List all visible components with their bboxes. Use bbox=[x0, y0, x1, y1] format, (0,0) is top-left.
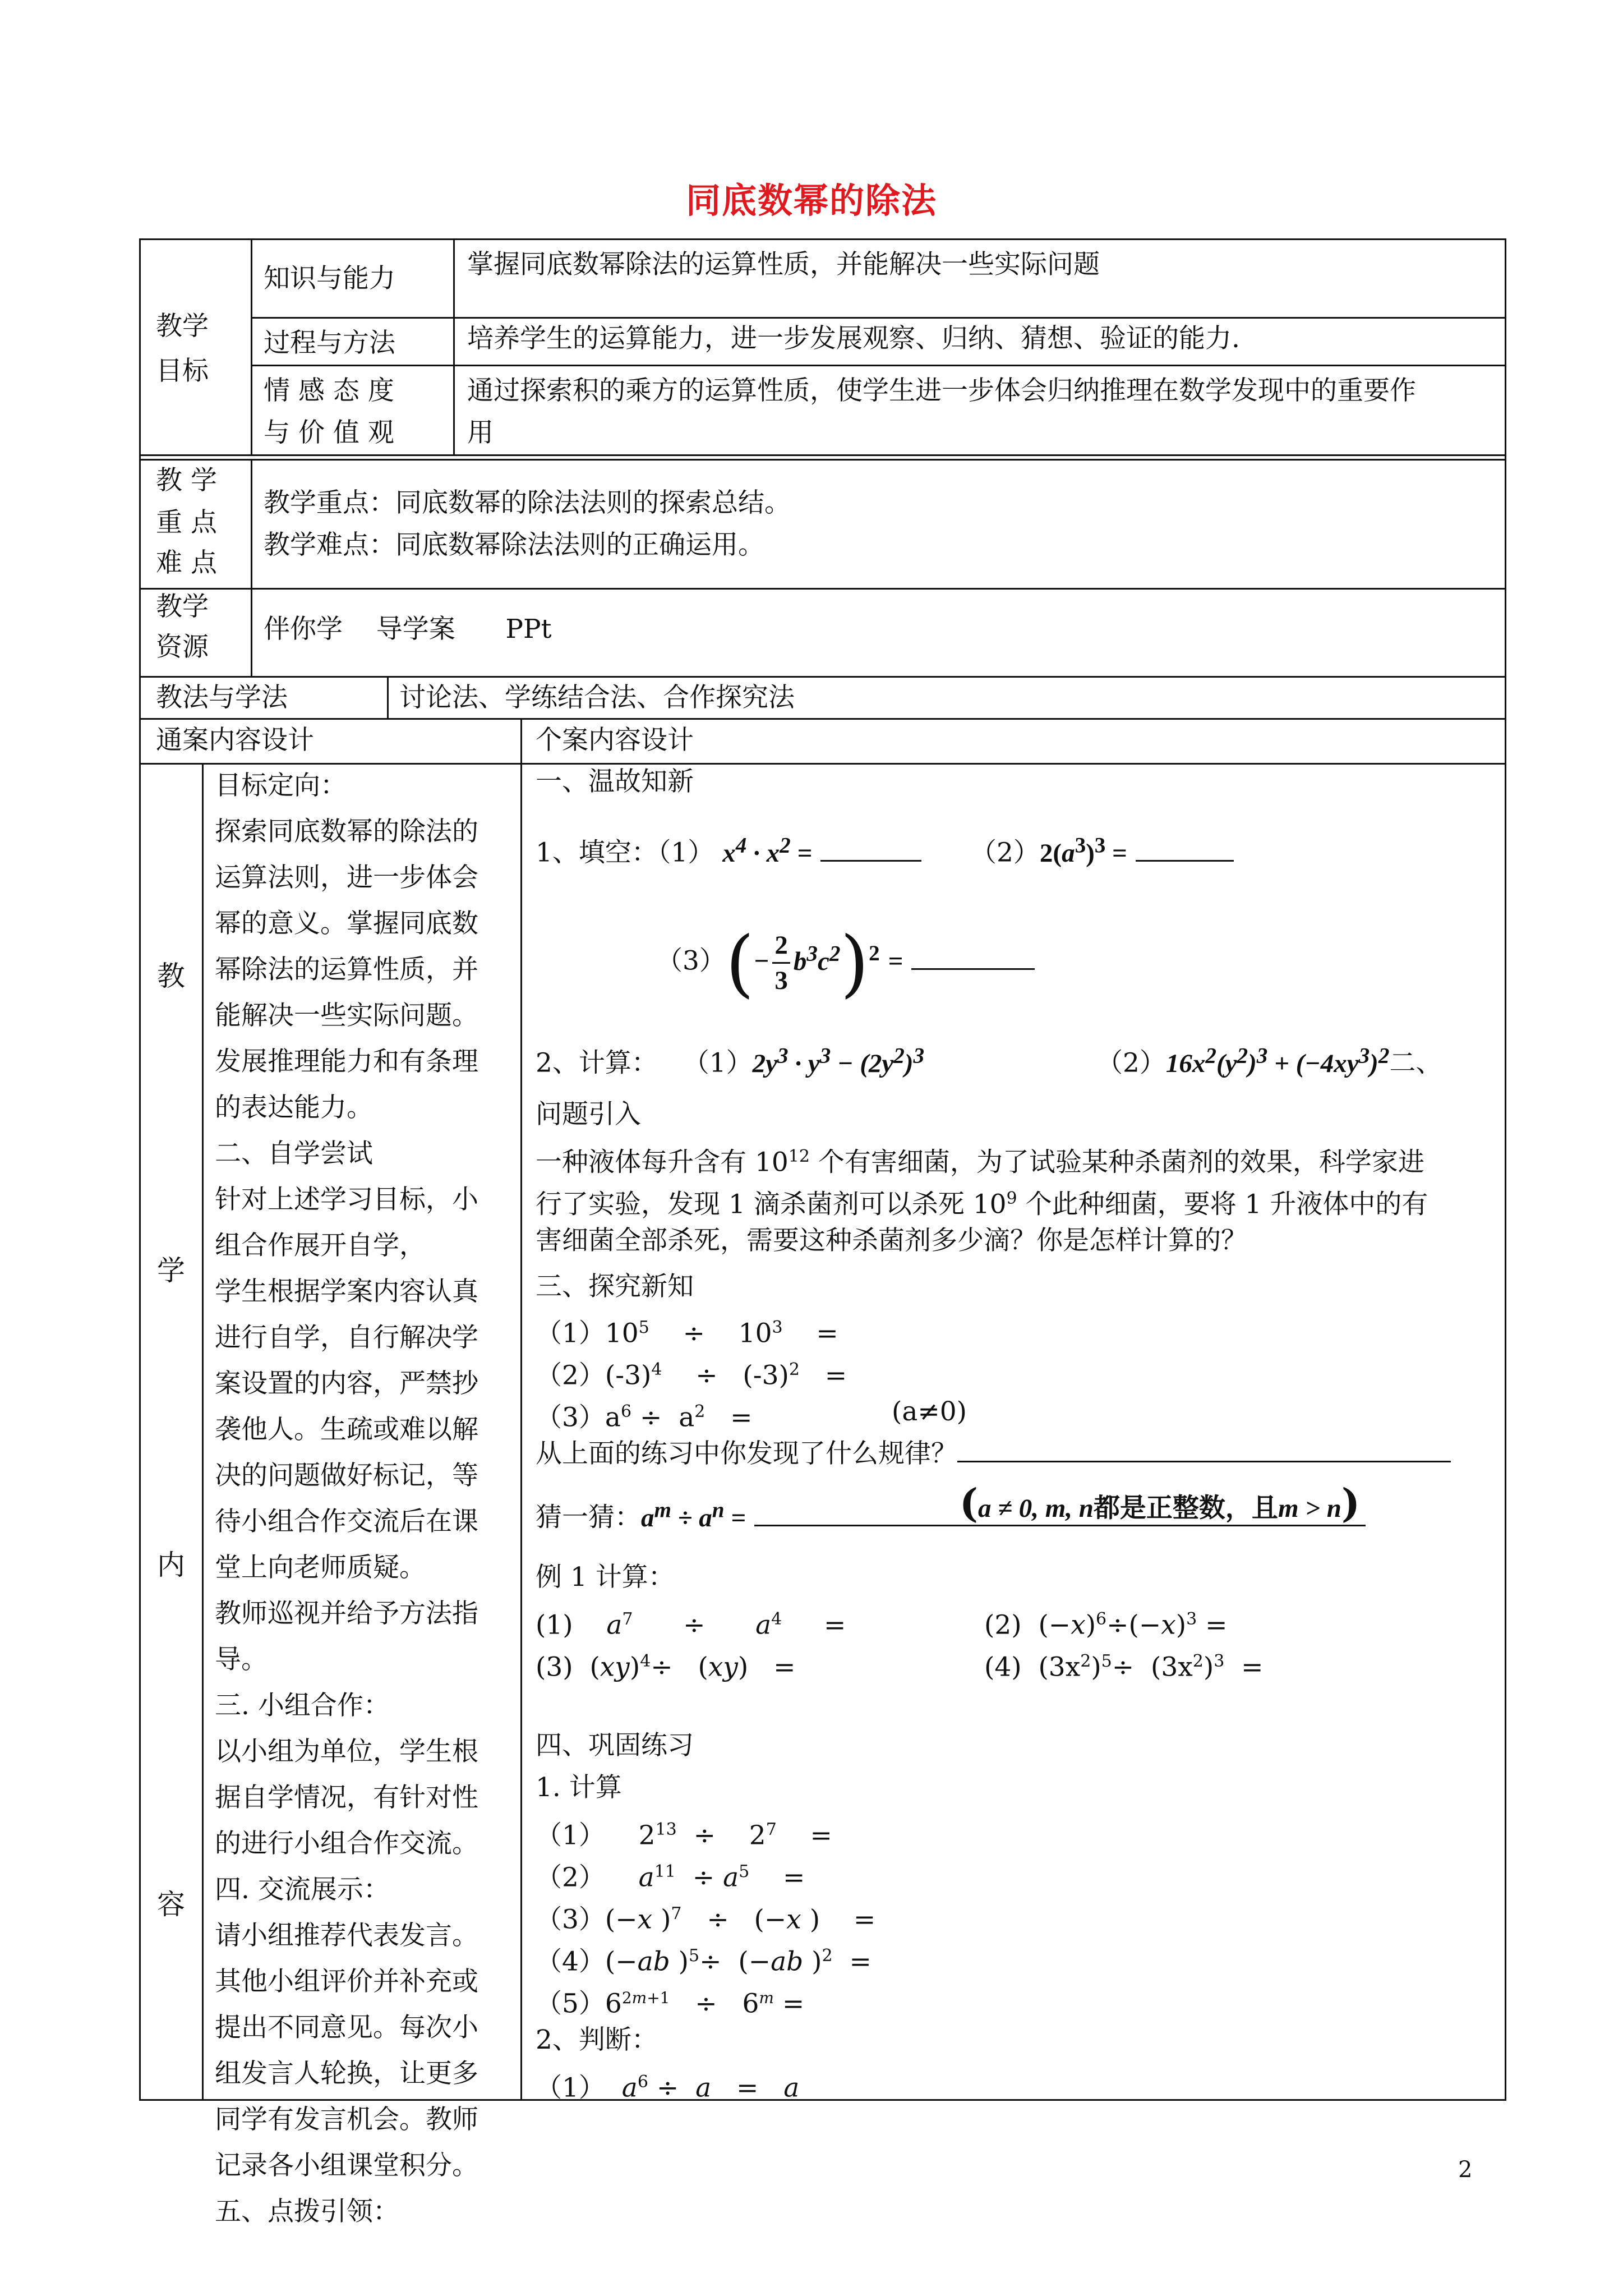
keypoints-label-2: 重 点 bbox=[156, 507, 217, 538]
resources-label-2: 资源 bbox=[156, 632, 209, 662]
problem-text: 个有害细菌，为了试验某种杀菌剂的效果，科学家进 bbox=[809, 1147, 1424, 1178]
left-line: 组合作展开自学， bbox=[215, 1230, 426, 1261]
left-line: 教师巡视并给予方法指 bbox=[215, 1598, 478, 1629]
page-title: 同底数幂的除法 bbox=[685, 180, 937, 221]
objective-label-attitude-1: 情 感 态 度 bbox=[264, 375, 394, 406]
explore-text: （3）a bbox=[536, 1402, 621, 1433]
methods-text: 讨论法、学练结合法、合作探究法 bbox=[399, 682, 795, 713]
left-line: 进行自学，自行解决学 bbox=[215, 1322, 478, 1353]
left-line: 的进行小组合作交流。 bbox=[215, 1828, 478, 1859]
practice-number: （1） bbox=[536, 1820, 605, 1851]
left-line: 二、自学尝试 bbox=[215, 1138, 373, 1169]
guess-condition: 都是正整数，且 bbox=[1093, 1492, 1278, 1524]
practice-number: （5） bbox=[536, 1988, 605, 2019]
keypoints-label-1: 教 学 bbox=[156, 465, 217, 496]
side-label-2: 学 bbox=[157, 1254, 185, 1287]
practice-heading: 四、巩固练习 bbox=[536, 1730, 694, 1761]
fill-1-number: （1） bbox=[657, 837, 714, 868]
resources-label-1: 教学 bbox=[156, 591, 209, 622]
judge-heading: 2、判断： bbox=[536, 2024, 658, 2055]
left-line: 请小组推荐代表发言。 bbox=[215, 1920, 478, 1951]
discover-question bbox=[536, 1436, 1451, 1472]
fill-in-item-3: （3）(− $\frac{2}{3}$ $b^3c^2)^2$ = bbox=[656, 914, 1035, 1001]
example-2: (2) $(-x)^6\div(-x)^3$ = bbox=[984, 1609, 1228, 1641]
left-line: 组发言人轮换，让更多 bbox=[215, 2058, 478, 2089]
objectives-label-2: 目标 bbox=[156, 356, 209, 386]
calc-item-2: $(2)16x^2(y^2)^3 + (-4xy^3)^2$二、 bbox=[1096, 1043, 1442, 1079]
left-line: 能解决一些实际问题。 bbox=[215, 1000, 478, 1031]
objective-text-attitude-1: 通过探索积的乘方的运算性质，使学生进一步体会归纳推理在数学发现中的重要作 bbox=[467, 375, 1416, 406]
example-number: (1) bbox=[536, 1609, 573, 1641]
practice-1: （1） $2^{13}$ ÷ $2^7$ = bbox=[536, 1820, 832, 1851]
calc-row: 2、计算： $(1)2y^3 \cdot y^3 - (2y^2)^3$ bbox=[536, 1043, 925, 1079]
keypoints-focus: 教学重点：同底数幂的除法法则的探索总结。 bbox=[264, 487, 791, 518]
left-line: 导。 bbox=[215, 1644, 268, 1675]
left-line: 五、点拨引领： bbox=[215, 2196, 399, 2227]
left-line: 幂的意义。掌握同底数 bbox=[215, 908, 478, 939]
objective-text-attitude-2: 用 bbox=[467, 417, 494, 448]
example-number: (2) bbox=[984, 1609, 1022, 1641]
objective-text-knowledge: 掌握同底数幂除法的运算性质，并能解决一些实际问题 bbox=[467, 249, 1100, 280]
calc-2-number: （2） bbox=[1096, 1047, 1166, 1079]
explore-item-3: $(3)a^6 \div a^2$ = bbox=[536, 1402, 753, 1433]
individual-design-header: 个案内容设计 bbox=[536, 725, 694, 756]
left-line: 提出不同意见。每次小 bbox=[215, 2012, 478, 2043]
problem-text: 行了实验，发现 1 滴杀菌剂可以杀死 10 bbox=[536, 1189, 1007, 1220]
left-line: 目标定向： bbox=[215, 770, 347, 801]
resources-text: 伴你学 导学案 PPt bbox=[264, 614, 552, 645]
left-line: 同学有发言机会。教师 bbox=[215, 2104, 478, 2135]
common-design-header: 通案内容设计 bbox=[156, 725, 314, 756]
example-number: (4) bbox=[984, 1651, 1022, 1683]
practice-2: （2） $a^{11} \div a^5$ = bbox=[536, 1862, 805, 1893]
problem-line-3: 害细菌全部杀死，需要这种杀菌剂多少滴？你是怎样计算的？ bbox=[536, 1225, 1247, 1256]
fill-in-item-2: $(2)2(a^3)^3$ = bbox=[970, 827, 1234, 871]
left-line: 以小组为单位，学生根 bbox=[215, 1736, 478, 1767]
side-label-1: 教 bbox=[157, 960, 185, 992]
left-line: 案设置的内容，严禁抄 bbox=[215, 1368, 478, 1399]
explore-condition: (a≠0) bbox=[892, 1396, 967, 1427]
explore-item-1: $(1)10^5$ ÷ $10^3$ = bbox=[536, 1318, 838, 1349]
objective-label-knowledge: 知识与能力 bbox=[264, 263, 395, 294]
fill-2-number: （2） bbox=[970, 837, 1040, 868]
left-line: 四. 交流展示： bbox=[215, 1874, 390, 1905]
keypoints-label-3: 难 点 bbox=[156, 547, 217, 578]
left-line: 待小组合作交流后在课 bbox=[215, 1506, 478, 1537]
guess-label: 猜一猜： bbox=[536, 1502, 641, 1533]
example-heading: 例 1 计算： bbox=[536, 1562, 675, 1593]
practice-number: （4） bbox=[536, 1946, 605, 1977]
problem-text: 一种液体每升含有 10 bbox=[536, 1147, 789, 1178]
problem-exponent: 12 bbox=[788, 1147, 810, 1166]
objective-text-process: 培养学生的运算能力，进一步发展观察、归纳、猜想、验证的能力. bbox=[467, 323, 1240, 354]
practice-4: （4）(−ab )$^5$÷ (−ab )$^2$ = bbox=[536, 1946, 872, 1977]
judge-1: （1） $a^6 \div a = a$ bbox=[536, 2072, 800, 2104]
side-label-3: 内 bbox=[157, 1549, 185, 1581]
left-line: 袭他人。生疏或难以解 bbox=[215, 1414, 478, 1445]
example-number: (3) bbox=[536, 1651, 573, 1683]
fill-3-number: （3） bbox=[656, 945, 726, 977]
problem-exponent: 9 bbox=[1006, 1189, 1017, 1208]
left-line: 探索同底数幂的除法的 bbox=[215, 816, 478, 847]
left-line: 据自学情况，有针对性 bbox=[215, 1782, 478, 1813]
objectives-label-1: 教学 bbox=[156, 311, 209, 342]
example-4: (4) $(3x^2)^5\div (3x^2)^3$ = bbox=[984, 1651, 1264, 1683]
left-line: 的表达能力。 bbox=[215, 1092, 373, 1123]
explore-text: （2）(-3) bbox=[536, 1360, 652, 1391]
side-label-4: 容 bbox=[157, 1888, 185, 1921]
objective-label-process: 过程与方法 bbox=[264, 328, 395, 358]
left-line: 运算法则，进一步体会 bbox=[215, 862, 478, 893]
explore-heading: 三、探究新知 bbox=[536, 1271, 694, 1302]
guess-row: 猜一猜：$a^m \div a^n$ = (a ≠ 0, m, n都是正整数，且m > n) bbox=[536, 1492, 1366, 1536]
intro-heading: 问题引入 bbox=[536, 1099, 641, 1130]
practice-number: （3） bbox=[536, 1904, 605, 1935]
left-line: 决的问题做好标记，等 bbox=[215, 1460, 478, 1491]
example-3: (3) (xy)$^4$÷ (xy) = bbox=[536, 1651, 796, 1683]
practice-3: （3）(−x )$^7$ ÷ (−x ) = bbox=[536, 1904, 876, 1935]
methods-label: 教法与学法 bbox=[156, 682, 288, 713]
practice-subheading: 1. 计算 bbox=[536, 1772, 622, 1803]
fill-in-row-1: 1、填空：（1） $x^4 \cdot x^2$ = bbox=[536, 827, 921, 871]
page-number: 2 bbox=[1458, 2157, 1473, 2183]
left-line: 针对上述学习目标，小 bbox=[215, 1184, 478, 1215]
objective-label-attitude-2: 与 价 值 观 bbox=[264, 417, 394, 448]
left-line: 发展推理能力和有条理 bbox=[215, 1046, 478, 1077]
practice-number: （2） bbox=[536, 1862, 605, 1893]
review-heading: 一、温故知新 bbox=[536, 766, 694, 797]
calc-1-number: （1） bbox=[683, 1047, 753, 1079]
judge-number: （1） bbox=[536, 2072, 605, 2104]
left-line: 记录各小组课堂积分。 bbox=[215, 2150, 478, 2181]
left-line: 三. 小组合作： bbox=[215, 1690, 390, 1721]
explore-text: （1）10 bbox=[536, 1318, 639, 1349]
left-column bbox=[215, 763, 518, 2235]
intro-heading-part: 二、 bbox=[1389, 1047, 1442, 1079]
explore-item-2: $(2)(-3)^4$ ÷ $(-3)^2$ = bbox=[536, 1360, 847, 1391]
example-1: (1) $a^7$ ÷ $a^4$ = bbox=[536, 1609, 846, 1641]
left-line: 堂上向老师质疑。 bbox=[215, 1552, 426, 1583]
practice-5: $(5)6^{2m+1} \div 6^m$ = bbox=[536, 1988, 805, 2019]
discover-text: 从上面的练习中你发现了什么规律？ bbox=[536, 1438, 957, 1469]
left-line: 学生根据学案内容认真 bbox=[215, 1276, 478, 1307]
problem-text: 个此种细菌，要将 1 升液体中的有 bbox=[1017, 1189, 1428, 1220]
calc-label: 2、计算： bbox=[536, 1047, 658, 1079]
left-line: 其他小组评价并补充或 bbox=[215, 1966, 478, 1997]
problem-line-2 bbox=[536, 1181, 1428, 1223]
keypoints-difficulty: 教学难点：同底数幂除法法则的正确运用。 bbox=[264, 530, 764, 560]
left-line: 幂除法的运算性质，并 bbox=[215, 954, 478, 985]
problem-line-1 bbox=[536, 1139, 1424, 1181]
fill-label: 1、填空： bbox=[536, 837, 658, 868]
